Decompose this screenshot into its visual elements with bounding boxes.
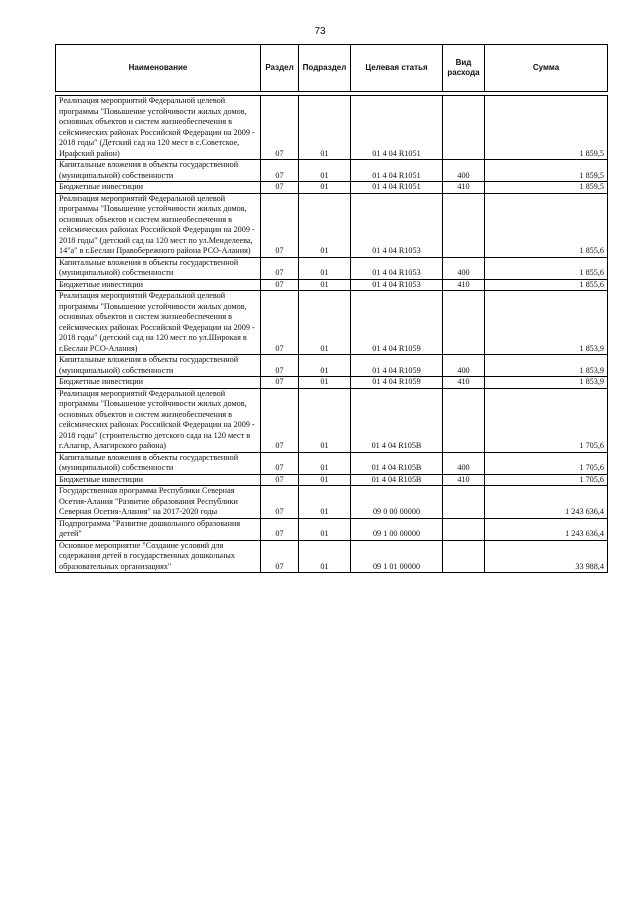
cell-subsection: 01 [299, 291, 351, 355]
cell-subsection: 01 [299, 518, 351, 540]
cell-subsection: 01 [299, 257, 351, 279]
cell-section: 07 [261, 291, 299, 355]
cell-section: 07 [261, 96, 299, 160]
cell-section: 07 [261, 540, 299, 573]
cell-sum: 1 859,5 [485, 96, 608, 160]
cell-target: 01 4 04 R105B [351, 452, 443, 474]
cell-name: Капитальные вложения в объекты государственной (муниципальной) собственности [56, 452, 261, 474]
cell-sum: 1 705,6 [485, 388, 608, 452]
table-row [56, 257, 608, 279]
cell-sum: 1 855,6 [485, 279, 608, 291]
cell-sum: 1 859,5 [485, 160, 608, 182]
cell-section: 07 [261, 279, 299, 291]
cell-expense-type: 400 [443, 452, 485, 474]
cell-section: 07 [261, 355, 299, 377]
table-row [56, 193, 608, 257]
cell-name: Бюджетные инвестиции [56, 377, 261, 389]
cell-name: Реализация мероприятий Федеральной целевой программы "Повышение устойчивости жилых домов, основных объектов и систем жизнеобеспечения в сейсмических районах Российской Федерации на 2009 - 2018 годы" (детский сад на 120 мест по ул.Менделеева, 14"а" в г.Беслан Правобережного района РСО-Алания) [56, 193, 261, 257]
cell-target: 01 4 04 R1059 [351, 355, 443, 377]
cell-target: 01 4 04 R105B [351, 474, 443, 486]
cell-target: 01 4 04 R105B [351, 388, 443, 452]
cell-sum: 1 853,9 [485, 355, 608, 377]
page-number: 73 [314, 26, 326, 37]
cell-sum: 1 855,6 [485, 257, 608, 279]
cell-name: Государственная программа Республики Северная Осетия-Алания "Развитие образования Республики Северная Осетия-Алания" на 2017-2020 годы [56, 486, 261, 519]
table-row [56, 182, 608, 194]
cell-subsection: 01 [299, 182, 351, 194]
cell-name: Основное мероприятие "Создание условий для содержания детей в государственных дошкольных образовательных организациях" [56, 540, 261, 573]
cell-expense-type [443, 193, 485, 257]
cell-name: Бюджетные инвестиции [56, 474, 261, 486]
cell-target: 09 0 00 00000 [351, 486, 443, 519]
table-row [56, 474, 608, 486]
cell-sum: 1 705,6 [485, 452, 608, 474]
cell-subsection: 01 [299, 355, 351, 377]
cell-expense-type [443, 540, 485, 573]
table-row [56, 291, 608, 355]
cell-target: 09 1 00 00000 [351, 518, 443, 540]
cell-subsection: 01 [299, 193, 351, 257]
cell-expense-type [443, 291, 485, 355]
cell-name: Реализация мероприятий Федеральной целевой программы "Повышение устойчивости жилых домов, основных объектов и систем жизнеобеспечения в сейсмических районах Российской Федерации на 2009 - 2018 годы" (Детский сад на 120 мест в с.Советское, Ирафский район) [56, 96, 261, 160]
cell-subsection: 01 [299, 160, 351, 182]
table-row [56, 486, 608, 519]
table-row [56, 160, 608, 182]
cell-target: 01 4 04 R1051 [351, 96, 443, 160]
table-row [56, 355, 608, 377]
table-row [56, 452, 608, 474]
cell-name: Подпрограмма "Развитие дошкольного образования детей" [56, 518, 261, 540]
cell-sum: 1 853,9 [485, 291, 608, 355]
cell-subsection: 01 [299, 377, 351, 389]
cell-target: 01 4 04 R1059 [351, 377, 443, 389]
cell-subsection: 01 [299, 474, 351, 486]
cell-subsection: 01 [299, 486, 351, 519]
cell-sum: 33 988,4 [485, 540, 608, 573]
cell-subsection: 01 [299, 540, 351, 573]
cell-subsection: 01 [299, 452, 351, 474]
cell-name: Капитальные вложения в объекты государственной (муниципальной) собственности [56, 160, 261, 182]
table-row [56, 518, 608, 540]
cell-target: 01 4 04 R1053 [351, 193, 443, 257]
table-row [56, 377, 608, 389]
cell-expense-type: 400 [443, 355, 485, 377]
cell-expense-type [443, 486, 485, 519]
cell-subsection: 01 [299, 279, 351, 291]
cell-subsection: 01 [299, 96, 351, 160]
cell-section: 07 [261, 257, 299, 279]
cell-sum: 1 855,6 [485, 193, 608, 257]
cell-expense-type: 410 [443, 474, 485, 486]
cell-name: Бюджетные инвестиции [56, 279, 261, 291]
cell-expense-type [443, 96, 485, 160]
header-subsection: Подраздел [299, 45, 351, 92]
cell-expense-type: 400 [443, 257, 485, 279]
cell-section: 07 [261, 452, 299, 474]
table-body [56, 92, 608, 573]
cell-section: 07 [261, 182, 299, 194]
cell-name: Реализация мероприятий Федеральной целевой программы "Повышение устойчивости жилых домов, основных объектов и систем жизнеобеспечения в сейсмических районах Российской Федерации на 2009 - 2018 годы" (детский сад на 120 мест по ул.Широкая в г.Беслан РСО-Алания) [56, 291, 261, 355]
cell-name: Бюджетные инвестиции [56, 182, 261, 194]
table-row [56, 388, 608, 452]
cell-sum: 1 853,9 [485, 377, 608, 389]
budget-table [55, 44, 608, 573]
cell-subsection: 01 [299, 388, 351, 452]
table-row [56, 96, 608, 160]
cell-section: 07 [261, 486, 299, 519]
cell-target: 01 4 04 R1053 [351, 257, 443, 279]
cell-section: 07 [261, 388, 299, 452]
cell-section: 07 [261, 518, 299, 540]
cell-sum: 1 243 636,4 [485, 518, 608, 540]
cell-expense-type: 410 [443, 182, 485, 194]
cell-expense-type [443, 388, 485, 452]
cell-target: 01 4 04 R1051 [351, 182, 443, 194]
cell-section: 07 [261, 474, 299, 486]
cell-sum: 1 243 636,4 [485, 486, 608, 519]
table-row [56, 279, 608, 291]
cell-section: 07 [261, 160, 299, 182]
cell-target: 01 4 04 R1051 [351, 160, 443, 182]
cell-name: Капитальные вложения в объекты государственной (муниципальной) собственности [56, 257, 261, 279]
header-target: Целевая статья [351, 45, 443, 92]
cell-target: 09 1 01 00000 [351, 540, 443, 573]
header-sum: Сумма [485, 45, 608, 92]
header-section: Раздел [261, 45, 299, 92]
cell-target: 01 4 04 R1059 [351, 291, 443, 355]
cell-name: Капитальные вложения в объекты государственной (муниципальной) собственности [56, 355, 261, 377]
cell-section: 07 [261, 377, 299, 389]
cell-expense-type: 400 [443, 160, 485, 182]
header-expense-type: Вид расхода [443, 45, 485, 92]
table-header-row [56, 45, 608, 92]
table-row [56, 540, 608, 573]
header-name: Наименование [56, 45, 261, 92]
cell-sum: 1 859,5 [485, 182, 608, 194]
cell-expense-type [443, 518, 485, 540]
cell-section: 07 [261, 193, 299, 257]
cell-sum: 1 705,6 [485, 474, 608, 486]
cell-name: Реализация мероприятий Федеральной целевой программы "Повышение устойчивости жилых домов, основных объектов и систем жизнеобеспечения в сейсмических районах Российской Федерации на 2009 - 2018 годы" (строительство детского сада на 120 мест в г.Алагир, Алагирского района) [56, 388, 261, 452]
cell-expense-type: 410 [443, 279, 485, 291]
cell-expense-type: 410 [443, 377, 485, 389]
cell-target: 01 4 04 R1053 [351, 279, 443, 291]
